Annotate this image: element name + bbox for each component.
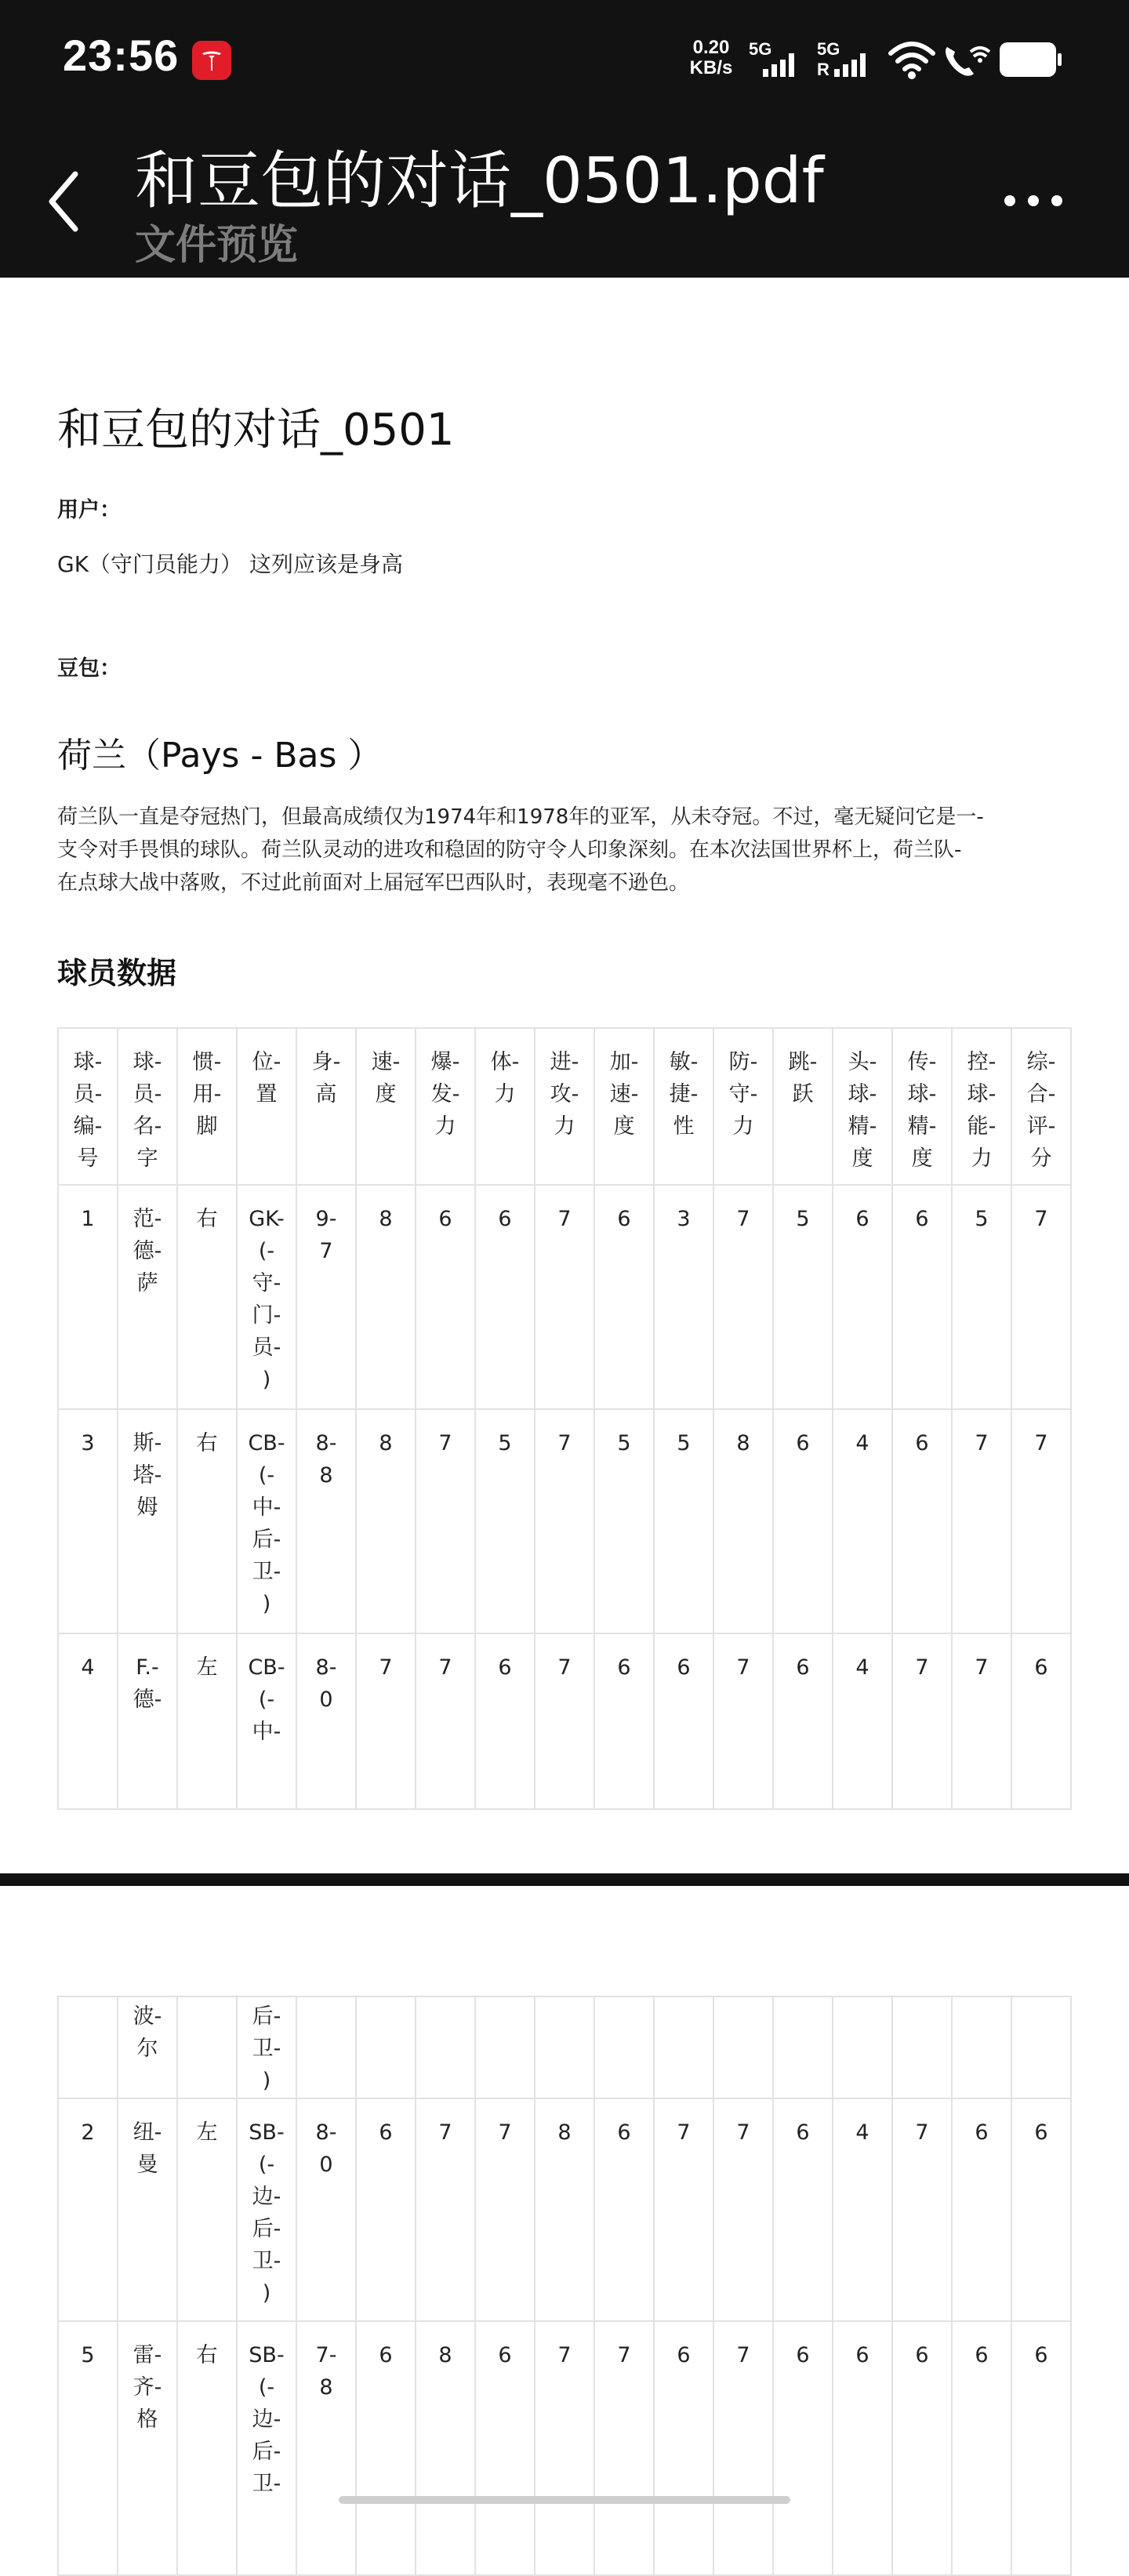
table-row — [58, 1185, 1071, 1409]
table-cell: 左 — [177, 2098, 237, 2321]
table-header-cell: 综- 合- 评- 分 — [1011, 1028, 1071, 1185]
table-cell: 6 — [833, 1185, 892, 1409]
table-cell: 左 — [177, 1633, 237, 1809]
table-cell: F.- 德- — [118, 1633, 177, 1809]
table-cell: 6 — [892, 1185, 952, 1409]
table-cell — [654, 1996, 713, 2098]
table-cell: GK- (- 守- 门- 员- ) — [237, 1185, 296, 1409]
table-cell: 5 — [475, 1409, 535, 1633]
pdf-page-2[interactable] — [0, 1886, 1129, 2509]
table-header-cell: 球- 员- 名- 字 — [118, 1028, 177, 1185]
table-cell: 7 — [416, 1409, 475, 1633]
table-cell: 6 — [1011, 1633, 1071, 1809]
bot-label: 豆包： — [57, 656, 121, 681]
user-label: 用户： — [57, 498, 121, 522]
table-cell: 6 — [1011, 2098, 1071, 2321]
table-cell: 范- 德- 萨 — [118, 1185, 177, 1409]
table-header-cell: 惯- 用- 脚 — [177, 1028, 237, 1185]
table-cell: 2 — [58, 2098, 118, 2321]
table-header-cell: 爆- 发- 力 — [416, 1028, 475, 1185]
table-cell: 7 — [416, 2098, 475, 2321]
table-cell: 6 — [594, 2098, 654, 2321]
table-cell: 4 — [833, 1409, 892, 1633]
table-cell: 7 — [713, 2321, 773, 2575]
sim1-signal-icon: 5G — [749, 39, 811, 83]
table-cell: SB- (- 边- 后- 卫- — [237, 2321, 296, 2575]
table-cell: 7 — [892, 2098, 952, 2321]
table-cell: 8- 8 — [296, 1409, 356, 1633]
wifi-icon — [888, 39, 936, 83]
table-header-cell: 速- 度 — [356, 1028, 416, 1185]
table-header-cell: 球- 员- 编- 号 — [58, 1028, 118, 1185]
table-cell: 7 — [535, 1185, 594, 1409]
table-cell — [475, 1996, 535, 2098]
file-subtitle: 文件预览 — [135, 222, 299, 269]
table-cell: 8 — [356, 1409, 416, 1633]
table-cell: 波- 尔 — [118, 1996, 177, 2098]
table-cell: 8 — [356, 1185, 416, 1409]
table-cell: 后- 卫- ) — [237, 1996, 296, 2098]
table-header-cell: 跳- 跃 — [773, 1028, 833, 1185]
table-header-cell: 头- 球- 精- 度 — [833, 1028, 892, 1185]
pdf-page-1[interactable] — [0, 278, 1129, 1838]
table-cell: 5 — [58, 2321, 118, 2575]
table-cell — [58, 1996, 118, 2098]
table-row — [58, 1996, 1071, 2098]
table-cell: 4 — [58, 1633, 118, 1809]
table-cell: 7- 8 — [296, 2321, 356, 2575]
table-header-cell: 控- 球- 能- 力 — [952, 1028, 1011, 1185]
table-header-cell: 进- 攻- 力 — [535, 1028, 594, 1185]
table-cell: 8 — [713, 1409, 773, 1633]
table-cell: 雷- 齐- 格 — [118, 2321, 177, 2575]
table-cell: 5 — [594, 1409, 654, 1633]
section-title: 球员数据 — [57, 956, 177, 990]
table-cell: 6 — [594, 1633, 654, 1809]
table-row — [58, 2098, 1071, 2321]
sim2-signal-icon: 5G R — [817, 39, 880, 83]
table-cell — [1011, 1996, 1071, 2098]
table-cell: 6 — [773, 2321, 833, 2575]
table-cell: 6 — [475, 1633, 535, 1809]
table-cell: 6 — [356, 2098, 416, 2321]
status-bar — [0, 0, 1129, 119]
gesture-navigation-bar[interactable] — [339, 2496, 790, 2504]
table-cell: 7 — [594, 2321, 654, 2575]
table-cell: 7 — [1011, 1409, 1071, 1633]
table-row — [58, 1409, 1071, 1633]
table-cell: 6 — [892, 2321, 952, 2575]
table-cell: 7 — [416, 1633, 475, 1809]
table-cell: 7 — [892, 1633, 952, 1809]
table-cell: 6 — [773, 2098, 833, 2321]
table-cell: 右 — [177, 1409, 237, 1633]
team-heading: 荷兰（Pays - Bas ） — [57, 736, 383, 776]
table-cell — [892, 1996, 952, 2098]
table-cell: 6 — [833, 2321, 892, 2575]
table-header-cell: 身- 高 — [296, 1028, 356, 1185]
table-cell: 6 — [773, 1633, 833, 1809]
table-row — [58, 1633, 1071, 1809]
document-title: 和豆包的对话_0501 — [57, 405, 455, 456]
table-cell: 6 — [475, 2321, 535, 2575]
more-options-icon[interactable] — [1002, 191, 1065, 213]
table-cell — [416, 1996, 475, 2098]
table-cell: 7 — [475, 2098, 535, 2321]
table-cell: 5 — [773, 1185, 833, 1409]
table-cell: 右 — [177, 1185, 237, 1409]
table-cell — [833, 1996, 892, 2098]
table-header-cell: 防- 守- 力 — [713, 1028, 773, 1185]
page-divider — [0, 1873, 1129, 1886]
table-cell: 5 — [654, 1409, 713, 1633]
table-cell: 7 — [952, 1409, 1011, 1633]
table-cell: 3 — [58, 1409, 118, 1633]
table-cell: 7 — [535, 1633, 594, 1809]
table-cell: 4 — [833, 2098, 892, 2321]
status-time: 23:56 — [63, 31, 180, 80]
table-cell: 6 — [892, 1409, 952, 1633]
table-cell — [356, 1996, 416, 2098]
table-cell — [773, 1996, 833, 2098]
tesla-app-icon — [192, 41, 231, 80]
table-cell: 1 — [58, 1185, 118, 1409]
wifi-calling-icon — [941, 39, 993, 83]
table-cell: 6 — [1011, 2321, 1071, 2575]
table-cell: SB- (- 边- 后- 卫- ) — [237, 2098, 296, 2321]
table-cell: 6 — [475, 1185, 535, 1409]
table-cell — [952, 1996, 1011, 2098]
table-cell: 8 — [416, 2321, 475, 2575]
table-cell: 7 — [713, 2098, 773, 2321]
table-cell: 6 — [654, 1633, 713, 1809]
table-cell: 6 — [654, 2321, 713, 2575]
table-cell: 7 — [356, 1633, 416, 1809]
table-cell: 右 — [177, 2321, 237, 2575]
player-stats-table-continued — [57, 1996, 1072, 2545]
table-cell: 7 — [535, 1409, 594, 1633]
table-cell: 斯- 塔- 姆 — [118, 1409, 177, 1633]
player-stats-table-page2 — [57, 1996, 1072, 2576]
battery-icon — [1000, 42, 1062, 77]
table-cell: 6 — [952, 2321, 1011, 2575]
player-stats-table-page1 — [57, 1027, 1072, 1810]
table-cell: 7 — [713, 1633, 773, 1809]
back-arrow-icon[interactable] — [44, 166, 85, 240]
table-cell: 7 — [535, 2321, 594, 2575]
table-cell — [296, 1996, 356, 2098]
table-cell: 8- 0 — [296, 1633, 356, 1809]
table-cell: 7 — [654, 2098, 713, 2321]
table-header-cell: 加- 速- 度 — [594, 1028, 654, 1185]
table-header-row — [58, 1028, 1071, 1185]
table-cell: 5 — [952, 1185, 1011, 1409]
table-cell: 纽- 曼 — [118, 2098, 177, 2321]
table-cell: 6 — [952, 2098, 1011, 2321]
table-cell: 6 — [594, 1185, 654, 1409]
table-cell: 7 — [952, 1633, 1011, 1809]
table-cell: 6 — [773, 1409, 833, 1633]
table-cell: 4 — [833, 1633, 892, 1809]
table-cell: 6 — [356, 2321, 416, 2575]
table-header-cell: 位- 置 — [237, 1028, 296, 1185]
file-title: 和豆包的对话_0501.pdf — [135, 144, 824, 217]
table-cell: 7 — [713, 1185, 773, 1409]
table-cell — [177, 1996, 237, 2098]
team-description: 荷兰队一直是夺冠热门，但最高成绩仅为1974年和1978年的亚军，从未夺冠。不过，毫无疑问它是一- 支令对手畏惧的球队。荷兰队灵动的进攻和稳固的防守令人印象深刻。在本次法国世界杯上，荷兰队- 在点球大战中落败，不过此前面对上届冠军巴西队时，表现毫不逊色。 — [57, 805, 984, 895]
table-cell: CB- (- 中- — [237, 1633, 296, 1809]
table-cell — [713, 1996, 773, 2098]
title-bar — [0, 119, 1129, 278]
table-cell — [594, 1996, 654, 2098]
user-message: GK（守门员能力） 这列应该是身高 — [57, 551, 403, 577]
network-speed: 0.20 KB/s — [689, 37, 733, 78]
table-cell — [535, 1996, 594, 2098]
table-cell: 8 — [535, 2098, 594, 2321]
table-cell: 7 — [1011, 1185, 1071, 1409]
table-cell: 3 — [654, 1185, 713, 1409]
table-header-cell: 敏- 捷- 性 — [654, 1028, 713, 1185]
table-cell: CB- (- 中- 后- 卫- ) — [237, 1409, 296, 1633]
table-row — [58, 2321, 1071, 2575]
table-cell: 9- 7 — [296, 1185, 356, 1409]
table-cell: 8- 0 — [296, 2098, 356, 2321]
table-cell: 6 — [416, 1185, 475, 1409]
table-header-cell: 体- 力 — [475, 1028, 535, 1185]
player-stats-table — [57, 1027, 1072, 1744]
table-header-cell: 传- 球- 精- 度 — [892, 1028, 952, 1185]
